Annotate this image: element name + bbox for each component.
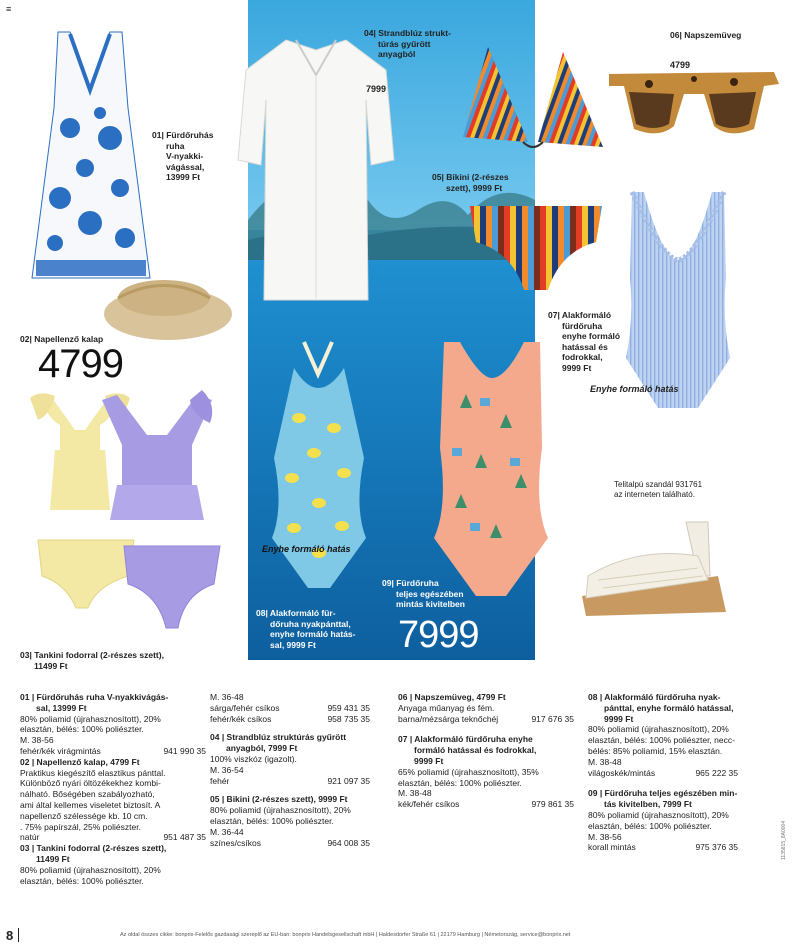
details-col-3: 06 | Napszemüveg, 4799 Ft Anyaga műanyag és fém. barna/mézsárga teknőchéj 917 676 35 07 | Alakformáló fürdőruha enyhe formáló hatással és fodrokkal, 9999 Ft 65% poliamid (újrahasznosított), 35% elasztán, bélés: 100% poliészter. M. 38-48 kék/fehér csíkos 979 861 35: [398, 692, 574, 810]
footer-text: Az oldal összes cikke: bonprix-Felelős gazdasági szereplő az EU-ban: bonprix Handelsgesellschaft mbH | Haldesdorfer Straße 61 | 22179 Hamburg | Németország, service@bonprix.net: [120, 932, 571, 938]
price-02: 4799: [38, 342, 123, 386]
price-04: 7999: [366, 84, 387, 94]
tag-08: Enyhe formáló hatás: [262, 544, 351, 554]
striped-bikini-top-image: [458, 42, 608, 160]
white-blouse-image: [236, 30, 396, 306]
sandal-note: Telitalpú szandál 931761 az interneten található.: [614, 480, 703, 499]
details-col-2: M. 36-48 sárga/fehér csíkos 959 431 35 fehér/kék csíkos 958 735 35 04 | Strandblúz struktúrás gyűrött anyagból, 7999 Ft 100% viszkóz (igazolt). M. 36-54 fehér 921 097 35 05 | Bikini (2-részes szett), 9999 Ft 80% poliamid (újrahasznosított), 20% elasztán, bélés: 100% poliészter. M. 36-44 színes/csíkos 964 008 35: [210, 692, 370, 848]
straw-visor-image: [98, 268, 236, 344]
striped-bikini-bottom-image: [468, 200, 604, 296]
page-divider: [18, 928, 19, 942]
vertical-code: 1135815_8A0004: [781, 820, 787, 860]
lemon-swimsuit-image: [264, 338, 374, 594]
floral-dress-image: [30, 28, 152, 290]
label-03: 03| Tankini fodorral (2-részes szett), 11499 Ft: [20, 650, 164, 671]
tankini-lilac-top-image: [92, 385, 222, 525]
label-02: 02| Napellenző kalap: [20, 334, 104, 344]
wedge-sandal-image: [578, 516, 728, 620]
striped-swimsuit-image: [622, 188, 734, 414]
price-09: 7999: [398, 614, 479, 656]
label-09: 09| Fürdőruha teljes egészében mintás kivitelben: [382, 578, 465, 609]
label-06: 06| Napszemüveg: [670, 30, 742, 40]
label-04: 04| Strandblúz strukt- túrás gyűrött anyagból: [364, 28, 451, 59]
tankini-yellow-bottom-image: [36, 536, 136, 612]
tag-07: Enyhe formáló hatás: [590, 384, 679, 394]
page-number: 8: [6, 928, 14, 943]
label-07: 07| Alakformáló fürdőruha enyhe formáló hatással és fodrokkal, 9999 Ft: [548, 310, 621, 373]
price-06: 4799: [670, 60, 691, 70]
menu-mark: ≡: [6, 4, 12, 14]
sunglasses-image: [604, 64, 784, 144]
label-05: 05| Bikini (2-részes szett), 9999 Ft: [432, 172, 509, 193]
details-col-1: 01 | Fürdőruhás ruha V-nyakkivágás- sal, 13999 Ft 80% poliamid (újrahasznosított), 20% elasztán, bélés: 100% poliészter. M. 38-56 fehér/kék virágmintás 941 990 35 02 | Napellenző kalap, 4799 Ft Praktikus kiegészítő elasztikus pánttal. Különböző nyári öltözékekhez kombi- nálható. Bőségében szabályozható, ami által kellemes viseletet biztosít. A napellenző szélessége kb. 10 cm. . 75% papírszál, 25% poliészter. natúr 951 487 35 03 | Tankini fodorral (2-részes szett), 11499 Ft 80% poliamid (újrahasznosított), 20% elasztán, bélés: 100% poliészter.: [20, 692, 206, 886]
coral-swimsuit-image: [430, 338, 552, 600]
label-08: 08| Alakformáló für- dőruha nyakpánttal, enyhe formáló hatás- sal, 9999 Ft: [256, 608, 356, 650]
tankini-lilac-bottom-image: [122, 542, 222, 632]
details-col-4: 08 | Alakformáló fürdőruha nyak- pánttal, enyhe formáló hatással, 9999 Ft 80% poliamid (újrahasznosított), 20% elasztán, bélés: 100% poliészter, necc- bélés: 85% poliamid, 15% elasztán. M. 38-48 világoskék/mintás 965 222 35 09 | Fürdőruha teljes egészében min- tás kivitelben, 7999 Ft 80% poliamid (újrahasznosított), 20% elasztán, bélés: 100% poliészter. M. 38-56 korall mintás 975 376 35: [588, 692, 738, 853]
label-01: 01| Fürdőruhás ruha V-nyakki- vágással, 13999 Ft: [152, 130, 214, 182]
